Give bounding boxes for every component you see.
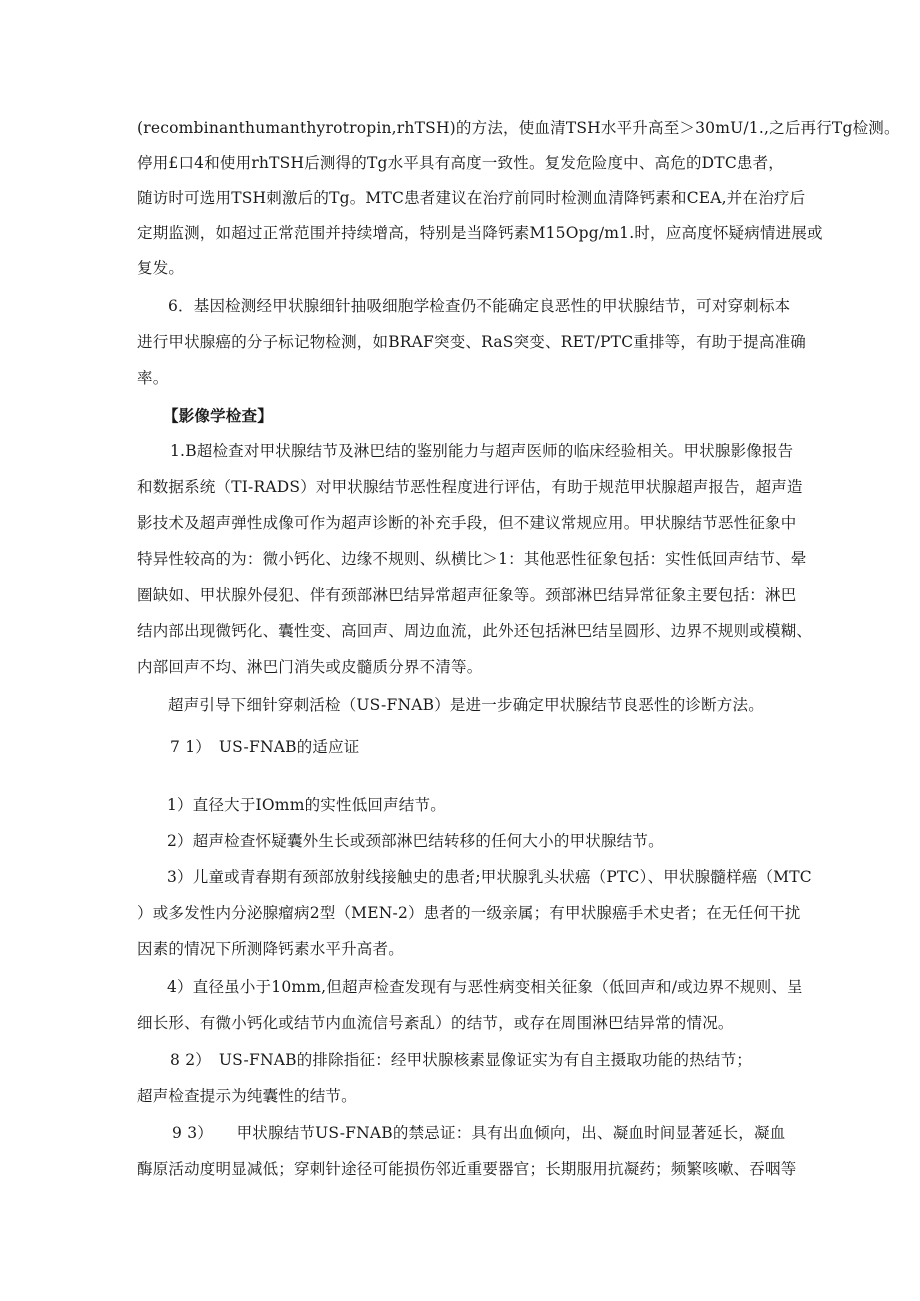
text-line: 定期监测，如超过正常范围并持续增高，特别是当降钙素M15Opg∕m1.时，应高度怀疑病情进展或 — [137, 224, 823, 242]
list-item: 2）超声检查怀疑囊外生长或颈部淋巴结转移的任何大小的甲状腺结节。 — [167, 832, 664, 850]
list-item: 4）直径虽小于10mm,但超声检查发现有与恶性病变相关征象（低回声和/或边界不规则、呈 — [167, 978, 803, 996]
text-line: 超声引导下细针穿刺活检（US-FNAB）是进一步确定甲状腺结节良恶性的诊断方法。 — [168, 696, 764, 714]
text-line: 细长形、有微小钙化或结节内血流信号紊乱）的结节，或存在周围淋巴结异常的情况。 — [137, 1014, 734, 1032]
text-line: 因素的情况下所测降钙素水平升高者。 — [137, 940, 404, 958]
text-line: (recombinanthumanthyrotropin,rhTSH)的方法，使血清TSH水平升高至＞30mU/1.,之后再行Tg检测。 — [137, 119, 900, 137]
list-item: 1）直径大于IOmm的实性低回声结节。 — [167, 796, 446, 814]
text-line: 特异性较高的为：微小钙化、边缘不规则、纵横比＞1：其他恶性征象包括：实性低回声结节、晕 — [137, 550, 807, 568]
text-line: 圈缺如、甲状腺外侵犯、伴有颈部淋巴结异常超声征象等。颈部淋巴结异常征象主要包括：淋巴 — [137, 586, 797, 604]
text-line: ）或多发性内分泌腺瘤病2型（MEN-2）患者的一级亲属；有甲状腺癌手术史者；在无任何干扰 — [137, 904, 801, 922]
text-line: 结内部出现微钙化、囊性变、高回声、周边血流，此外还包括淋巴结呈圆形、边界不规则或模糊、 — [137, 622, 813, 640]
section-heading: 【影像学检查】 — [163, 406, 273, 425]
list-heading: 7 1） US-FNAB的适应证 — [170, 738, 360, 756]
text-line: 进行甲状腺癌的分子标记物检测，如BRAF突变、RaS突变、RET/PTC重排等，有助于提高准确 — [137, 333, 806, 351]
text-line: 1.B超检查对甲状腺结节及淋巴结的鉴别能力与超声医师的临床经验相关。甲状腺影像报告 — [170, 442, 794, 460]
text-line: 超声检查提示为纯囊性的结节。 — [137, 1087, 357, 1105]
text-line: 内部回声不均、淋巴门消失或皮髓质分界不清等。 — [137, 658, 483, 676]
text-line: 复发。 — [137, 259, 185, 277]
list-item: 3）儿童或青春期有颈部放射线接触史的患者;甲状腺乳头状癌（PTC）、甲状腺髓样癌（MTC — [167, 868, 812, 886]
text-line: 和数据系统（TI-RADS）对甲状腺结节恶性程度进行评估，有助于规范甲状腺超声报告，超声造 — [137, 478, 803, 496]
text-line: 酶原活动度明显减低；穿刺针途径可能损伤邻近重要器官；长期服用抗凝药；频繁咳嗽、吞咽等 — [137, 1160, 797, 1178]
text-line: 停用£口4和使用rhTSH后测得的Tg水平具有高度一致性。复发危险度中、高危的DTC患者， — [137, 154, 784, 172]
text-line: 率。 — [137, 369, 169, 387]
text-line: 随访时可选用TSH刺激后的Tg。MTC患者建议在治疗前同时检测血清降钙素和CEA,并在治疗后 — [137, 189, 806, 207]
list-heading: 8 2） US-FNAB的排除指征：经甲状腺核素显像证实为有自主摄取功能的热结节； — [170, 1051, 752, 1069]
text-line: 影技术及超声弹性成像可作为超声诊断的补充手段，但不建议常规应用。甲状腺结节恶性征象中 — [137, 514, 797, 532]
list-heading: 9 3） 甲状腺结节US-FNAB的禁忌证：具有出血倾向，出、凝血时间显著延长，凝血 — [172, 1124, 786, 1142]
text-line: 6．基因检测经甲状腺细针抽吸细胞学检查仍不能确定良恶性的甲状腺结节，可对穿刺标本 — [168, 297, 791, 315]
